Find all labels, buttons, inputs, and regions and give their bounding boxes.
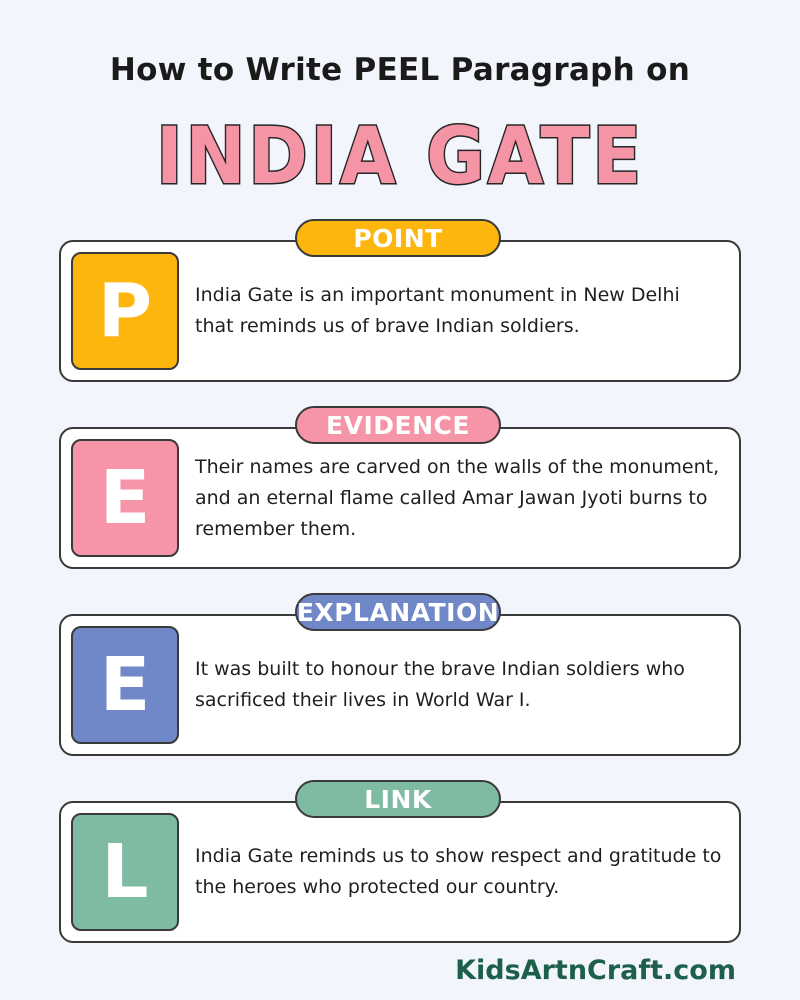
- letter-badge: P: [71, 252, 179, 370]
- section-text: Their names are carved on the walls of the monument, and an eternal flame called Amar Jawan Jyoti burns to remember them.: [195, 455, 720, 540]
- section-text: It was built to honour the brave Indian soldiers who sacrificed their lives in World War I.: [195, 658, 685, 711]
- section-card: [59, 801, 741, 943]
- section-label: EVIDENCE: [295, 406, 501, 444]
- letter-badge: L: [71, 813, 179, 931]
- section-label: POINT: [295, 219, 501, 257]
- section-text: India Gate is an important monument in New Delhi that reminds us of brave Indian soldiers.: [195, 284, 680, 337]
- footer-brand: KidsArtnCraft.com: [455, 955, 736, 986]
- letter-badge: E: [71, 626, 179, 744]
- page-subtitle: How to Write PEEL Paragraph on: [109, 52, 691, 88]
- section-card: [59, 427, 741, 569]
- section-card: [59, 240, 741, 382]
- page-title: INDIA GATE: [155, 112, 644, 202]
- section-card: [59, 614, 741, 756]
- letter-badge: E: [71, 439, 179, 557]
- section-text: India Gate reminds us to show respect and gratitude to the heroes who protected our country.: [195, 845, 722, 898]
- section-label: EXPLANATION: [295, 593, 501, 631]
- section-label: LINK: [295, 780, 501, 818]
